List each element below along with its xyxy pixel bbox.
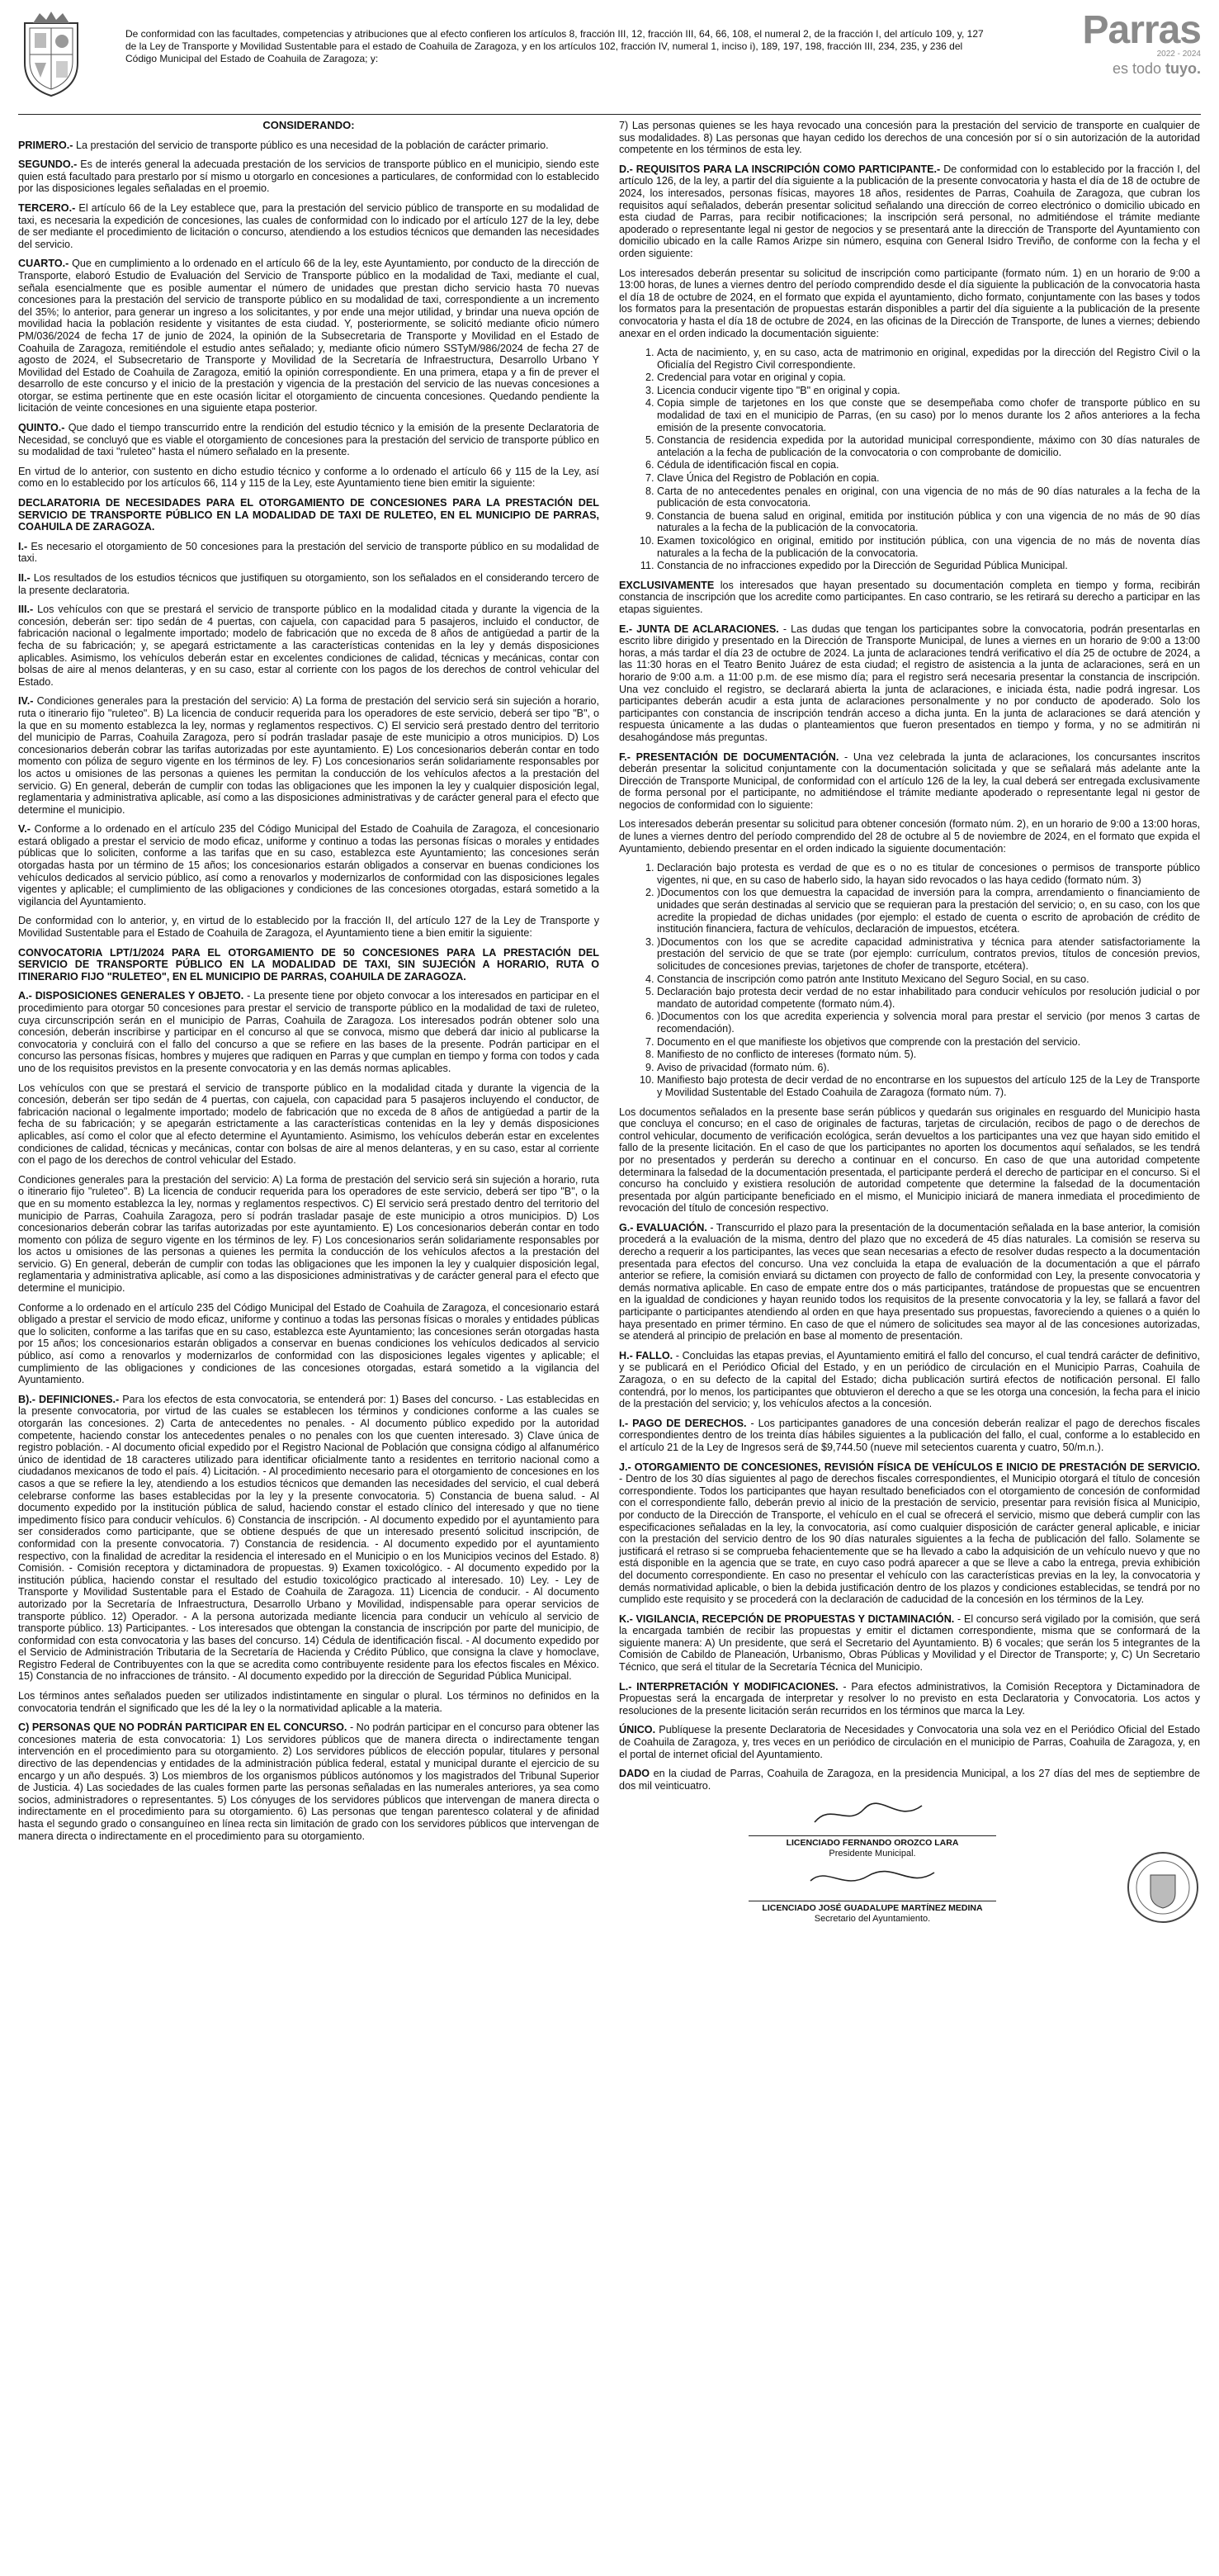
paragraph-lead: EXCLUSIVAMENTE xyxy=(619,579,715,591)
paragraph-text: - Dentro de los 30 días siguientes al pago de derechos fiscales correspondientes, el Municipio otorgará el título de concesión correspondiente. Todos los participantes que hayan resultado beneficiados con el otorgamiento de concesión de conformidad con el correspondiente fallo, deberán previo al inicio de la prestación de servicio, presentar para revisión física al Municipio, por conducto de la Dirección de Transporte, el vehículo en el cual se ofrecerá el servicio, mismo que deberá cumplir con las especificaciones señaladas en la ley, la convocatoria, así como cualquier disposición de carácter general aplicable, e iniciar con la prestación del servicio dentro de los 90 días naturales siguientes a la fecha de publicación del fallo. Solamente se justificará el retraso si se comprueba fehacientemente que se ha llevado a cabo la adquisición de un vehículo nuevo y que no está disponible en la agencia que se trate, en cuyo caso podrá aparecer a que se lleve a cabo la entrega, previa exhibición del documento correspondiente. En caso no presentar el vehículo con las características previas en la ley, la convocatoria y demás normatividad aplicable, o bien la debida justificación dentro de los plazos y condiciones establecidas, se tendrá por no cumplido este requisito y se procederá con la declaración de caducidad de la concesión en los términos de la Ley. xyxy=(619,1473,1200,1606)
paragraph-text: Condiciones generales para la prestación del servicio: A) La forma de prestación del servicio será sin sujeción a horario, ruta o itinerario fijo "ruleteo". B) La licencia de conducir requerida para los operadores de este servicio, deberá ser tipo "B", o la que en su momento establezca la ley, normas y reglamentos respectivos. C) El servicio será prestado dentro del territorio del municipio de Parras, Coahuila Zaragoza, pero sí podrán trasladar pasaje de este municipio a otros municipios. D) Los concesionarios deberán cobrar las tarifas autorizadas por este ayuntamiento. E) Los concesionarios deberán contar en todo momento con póliza de seguro vigente en los términos de ley. F) Los concesionarios serán solidariamente responsables por los actos u omisiones de las personas a quienes les permita la conducción de los vehículos afectos a la prestación del servicio. G) En general, deberán de cumplir con todas las obligaciones que les imponen la ley y cualquier disposición legal, reglamentaria y administrativa aplicable, así como a las disposiciones administrativas y de carácter general para el efecto que determine el municipio. xyxy=(18,1173,599,1295)
paragraph-lead: B).- DEFINICIONES.- xyxy=(18,1393,120,1405)
list-item: 7. Documento en el que manifieste los objetivos que comprende con la prestación del servicio. xyxy=(657,1036,1200,1049)
right-column xyxy=(619,120,1200,2564)
paragraph xyxy=(18,915,599,939)
paragraph xyxy=(619,1681,1200,1717)
paragraph-text: - Los participantes ganadores de una concesión deberán realizar el pago de derechos fiscales correspondientes dentro de los treinta días hábiles siguientes a la publicación del fallo, el cual, conforme a lo establecido en el artículo 21 de la Ley de Ingresos será de $9,744.50 (nueve mil setecientos cuarenta y cuatro, 50/m.n.). xyxy=(619,1417,1200,1453)
paragraph xyxy=(18,604,599,688)
list-item: 1. Acta de nacimiento, y, en su caso, acta de matrimonio en original, expedidas por la dirección del Registro Civil o la Oficialía del Registro Civil correspondiente. xyxy=(657,347,1200,371)
paragraph-text: - Para efectos administrativos, la Comisión Receptora y Dictaminadora de Propuestas será la encargada de interpretar y resolver lo no previsto en esta Declaratoria y Convocatoria. Los actos y resoluciones de la presente licitación serán recurridos en los términos que marca la Ley. xyxy=(619,1680,1200,1717)
paragraph xyxy=(619,1768,1200,1792)
paragraph xyxy=(18,572,599,596)
paragraph-lead: III.- xyxy=(18,604,34,616)
paragraph-lead: PRIMERO.- xyxy=(18,139,73,151)
paragraph xyxy=(18,947,599,983)
list-item: 7. Clave Única del Registro de Población en copia. xyxy=(657,472,1200,485)
paragraph-text: Que dado el tiempo transcurrido entre la rendición del estudio técnico y la emisión de la presente Declaratoria de Necesidad, se concluyó que es viable el otorgamiento de concesiones para la prestación del servicio de transporte público en su modalidad de taxi "ruleteo" hasta el número señalado en la presente. xyxy=(18,422,599,458)
list-item: 9. Constancia de buena salud en original, emitida por institución pública y con una vigencia de no más de 90 días naturales a la fecha de la publicación de la convocatoria. xyxy=(657,510,1200,534)
paragraph-lead: IV.- xyxy=(18,695,34,708)
paragraph-text: Los resultados de los estudios técnicos que justifiquen su otorgamiento, son los señalados en el considerando tercero de la presente declaratoria. xyxy=(18,572,599,596)
left-column xyxy=(18,120,599,2564)
paragraph-lead: E.- JUNTA DE ACLARACIONES. xyxy=(619,623,779,635)
paragraph xyxy=(619,1222,1200,1342)
paragraph-text: - Transcurrido el plazo para la presentación de la documentación señalada en la base anterior, la comisión procederá a la evaluación de la misma, dentro del plazo que no excederá de 45 días naturales. La comisión se reserva su derecho a requerir a los participantes, las veces que sean necesarias a efecto de resolver dudas respecto a la documentación presentada para efectos del concurso. Una vez concluida la etapa de evaluación de la documentación a que el párrafo anterior se refiere, la comisión enviará su dictamen con proyecto de fallo de conformidad con Ley, la presente convocatoria y demás normativa aplicable. En caso de empate entre dos o más participantes, tratándose de propuestas que se encuentren en la igualdad de condiciones y hayan reunido todos los requisitos de la presente convocatoria y la ley, se fallará a favor del participante o participantes atendiendo al orden en que haya presentado sus propuestas, favoreciendo a quienes o a quién lo haya presentado en primer término. En caso de que el número de solicitudes sea mayor al de las concesiones autorizadas, se atenderá al principio de prelación en base al momento de presentación. xyxy=(619,1221,1200,1342)
list-item: 3. Licencia conducir vigente tipo "B" en original y copia. xyxy=(657,385,1200,397)
list-item: 11. Constancia de no infracciones expedido por la Dirección de Seguridad Pública Municipal. xyxy=(657,560,1200,572)
list-item: 5. Constancia de residencia expedida por la autoridad municipal correspondiente, máximo con 30 días naturales de antelación a la fecha de publicación de la convocatoria o con comprobante de domicilio. xyxy=(657,434,1200,458)
paragraph-text: Es de interés general la adecuada prestación de los servicios de transporte público en el municipio, siendo este quien está facultado para prestarlo por sí mismo u otorgarlo en concesiones a particulares, de conformidad con lo establecido por las disposiciones legales señaladas en el proemio. xyxy=(18,159,599,195)
paragraph-text: 7) Las personas quienes se les haya revocado una concesión para la prestación del servicio de transporte en cualquier de sus modalidades. 8) Las personas que hayan cedido los derechos de una concesión por sí o sin autorización de la autoridad competente en los términos de esta ley. xyxy=(619,120,1200,156)
paragraph-text: El artículo 66 de la Ley establece que, para la prestación del servicio público de transporte en su modalidad de taxi, es necesaria la expedición de concesiones, las cuales de conformidad con lo indicado por el artículo 127 de la ley, debe de ser mediante el procedimiento de licitación o concurso, atendiendo a los estudios técnicos que demanden las necesidades del servicio. xyxy=(18,201,599,250)
list-item: 8. Carta de no antecedentes penales en original, con una vigencia de no más de 90 días naturales a la fecha de la publicación de esta convocatoria. xyxy=(657,485,1200,509)
paragraph-lead: CONVOCATORIA LPT/1/2024 PARA EL OTORGAMIENTO DE 50 CONCESIONES PARA LA PRESTACIÓN DEL SERVICIO DE TRANSPORTE PÚBLICO EN LA MODALIDAD DE TAXI, SIN SUJECIÓN A HORARIO, RUTA O ITINERARIO FIJO "RULETEO", EN EL MUNICIPIO DE PARRAS, COAHUILA DE ZARAGOZA. xyxy=(18,946,599,983)
paragraph xyxy=(619,818,1200,855)
paragraph-lead: ÚNICO. xyxy=(619,1724,656,1736)
paragraph-text: Publíquese la presente Declaratoria de Necesidades y Convocatoria una sola vez en el Periódico Oficial del Estado de Coahuila de Zaragoza, y, tres veces en un periódico de circulación en el municipio de Parras, Coahuila de Zaragoza, y, en el portal de internet oficial del Ayuntamiento. xyxy=(619,1724,1200,1760)
section-heading: CONSIDERANDO: xyxy=(262,120,355,131)
paragraph-text: Es necesario el otorgamiento de 50 concesiones para la prestación del servicio de transporte público en su modalidad de taxi. xyxy=(18,540,599,565)
paragraph xyxy=(619,1613,1200,1674)
municipal-seal-icon xyxy=(18,12,84,97)
paragraph-text: - La presente tiene por objeto convocar a los interesados en participar en el procedimiento para otorgar 50 concesiones para prestar el servicio de transporte público en la modalidad de taxi de ruleteo, cuya circunscripción serán en el municipio de Parras, Coahuila de Zaragoza. Los interesados podrán obtener solo una concesión, deberán inscribirse y participar en el concurso al que se convoca, mismo que deberá dar inicio al publicarse la convocatoria y concluirá con el fallo del concurso a que se refiere en las bases de la presente. Podrán participar en el concurso las personas físicas, hombres y mujeres que radiquen en Parras y que cumplan en tiempo y forma con todos y cada uno de los requisitos previstos en la presente convocatoria y en las demás normas aplicables. xyxy=(18,990,599,1074)
paragraph-lead: D.- REQUISITOS PARA LA INSCRIPCIÓN COMO PARTICIPANTE.- xyxy=(619,163,941,175)
header-divider xyxy=(18,114,1201,115)
paragraph xyxy=(619,120,1200,156)
paragraph-text: Conforme a lo ordenado en el artículo 235 del Código Municipal del Estado de Coahuila de Zaragoza, el concesionario estará obligado a prestar el servicio de modo eficaz, uniforme y continuo a todas las personas físicas o morales y entidades públicas que lo soliciten, conforme a las tarifas que en su caso, establezca este Ayuntamiento; las concesiones serán otorgadas hasta por un término de 15 años; los concesionarios estarán obligados a conservar en buenas condiciones los vehículos dedicados al servicio público, así como a renovarlos y modernizarlos de conformidad con las disposiciones legales vigentes y aplicable; el cumplimiento de las obligaciones y condiciones de las concesiones otorgadas, estará sometido a la vigilancia del Ayuntamiento. xyxy=(18,823,599,907)
secretary-name: LICENCIADO JOSÉ GUADALUPE MARTÍNEZ MEDINA xyxy=(762,1903,983,1914)
paragraph-text: Los interesados deberán presentar su solicitud de inscripción como participante (formato núm. 1) en un horario de 9:00 a 13:00 horas, de lunes a viernes dentro del período comprendido desde el día siguiente la publicación de la convocatoria hasta el día 18 de octubre de 2024, en el formato que expida el ayuntamiento, dicho formato, conjuntamente con las bases y todos los formatos para la presentación de propuestas estarán disponibles a partir del día siguiente a la publicación de la presente convocatoria y hasta el día 18 de octubre de 2024, en las oficinas de la Dirección de Transporte, de lunes a viernes; debiendo anexar en el orden indicado la documentación siguiente: xyxy=(619,267,1200,339)
paragraph xyxy=(18,202,599,250)
paragraph xyxy=(18,140,599,152)
list-item: 2. )Documentos con los que demuestra la capacidad de inversión para la compra, arrendamiento o financiamiento de unidades que serán destinadas al servicio que se requieran para la prestación del servicio; o, en su caso, con los que acredite la propiedad de dichas unidades (por ejemplo: el estado de cuenta o escrito de aprobación de crédito de institución financiera, factura de vehículos, declaración de impuestos, etcétera. xyxy=(657,887,1200,935)
brand-word: Parras xyxy=(1082,8,1201,52)
paragraph-lead: I.- xyxy=(18,540,28,552)
paragraph-text: La prestación del servicio de transporte público es una necesidad de la población de carácter primario. xyxy=(73,139,549,151)
paragraph-text: - Una vez celebrada la junta de aclaraciones, los concursantes inscritos deberán presentar la solicitud conjuntamente con la documentación solicitada y que se señalará más adelante ante la Dirección de Transporte Municipal, de conformidad con el artículo 126 de la ley, la cual deberá ser entregada exclusivamente de forma personal por el participante, no admitiéndose el trámite mediante apoderado o representante legal ni gestor de negocios de conformidad con lo siguiente: xyxy=(619,751,1200,811)
paragraph-lead: CUARTO.- xyxy=(18,258,69,270)
paragraph xyxy=(619,268,1200,340)
paragraph xyxy=(18,823,599,907)
paragraph xyxy=(619,580,1200,616)
paragraph-text: En virtud de lo anterior, con sustento en dicho estudio técnico y conforme a lo ordenado el artículo 66 y 115 de la Ley, así como en lo establecido por los artículos 66, 114 y 115 de la Ley, este Ayuntamiento tiene bien emitir la siguiente: xyxy=(18,465,599,490)
list-item: 4. Copia simple de tarjetones en los que conste que se desempeñaba como chofer de transporte público en su modalidad de taxi en el municipio de Parras, (en su caso) por lo menos durante los 2 años anteriores a la fecha emisión de la presente convocatoria. xyxy=(657,397,1200,433)
paragraph xyxy=(18,1174,599,1295)
list-item: 10. Examen toxicológico en original, emitido por institución pública, con una vigencia de no más de noventa días naturales a la fecha de la publicación de la convocatoria. xyxy=(657,535,1200,559)
numbered-list xyxy=(619,347,1200,572)
paragraph-lead: I.- PAGO DE DERECHOS. xyxy=(619,1417,747,1429)
paragraph-lead: G.- EVALUACIÓN. xyxy=(619,1221,707,1234)
paragraph-text: Que en cumplimiento a lo ordenado en el artículo 66 de la ley, este Ayuntamiento, por conducto de la dirección de Transporte, elaboró Estudio de Evaluación del Servicio de Transporte público en la modalidad de Taxi, mediante el cual, señala esencialmente que es posible aumentar el número de unidades que prestan dicho servicio hasta 70 nuevas concesiones para la prestación del servicio de transporte público en su modalidad de taxi, correspondiente a un incremento del 35%; lo anterior, para generar un ingreso a los solicitantes, y por ende una mejor utilidad, y brindar una nueva opción de movilidad hacia la población residente y visitantes de esta ciudad. Y, posteriormente, se solicitó mediante oficio número PM/036/2024 de fecha 17 de junio de 2024, la opinión de la Subsecretaria de Transporte y Movilidad en el Estado de Coahuila de Zaragoza, remitiéndole el estudio antes señalado; y, mediante oficio número SSTyM/986/2024 de fecha 27 de agosto de 2024, el Subsecretario de Transporte y Movilidad de la Secretaría de Infraestructura, Desarrollo Urbano Y Movilidad del Estado de Coahuila de Zaragoza, emitió la opinión correspondiente. En una primera, etapa y a fin de prever el desarrollo de este concurso y el inicio de la prestación y vigencia de la prestación del servicio de las nuevas concesiones a otorgar, se estima pertinente que en este ocasión licitar el otorgamiento de cincuenta concesiones. Quedando pendiente la licitación de veinte concesiones en una siguiente etapa posterior. xyxy=(18,258,599,414)
paragraph-lead: K.- VIGILANCIA, RECEPCIÓN DE PROPUESTAS Y DICTAMINACIÓN. xyxy=(619,1612,955,1625)
paragraph-lead: A.- DISPOSICIONES GENERALES Y OBJETO. xyxy=(18,990,244,1002)
signature-scribble xyxy=(798,1799,947,1827)
paragraph-lead: DECLARATORIA DE NECESIDADES PARA EL OTORGAMIENTO DE CONCESIONES PARA LA PRESTACIÓN DEL SERVICIO DE TRANSPORTE PÚBLICO EN LA MODALIDAD DE TAXI DE RULETEO, EN EL MUNICIPIO DE PARRAS, COAHUILA DE ZARAGOZA. xyxy=(18,497,599,533)
paragraph-lead: TERCERO.- xyxy=(18,201,76,214)
paragraph-lead: DADO xyxy=(619,1768,650,1780)
president-title: Presidente Municipal. xyxy=(829,1849,916,1859)
paragraph-text: Los términos antes señalados pueden ser utilizados indistintamente en singular o plural. Los términos no definidos en la convocatoria tendrán el significado que les dé la ley o la normatividad aplicable a la materia. xyxy=(18,1690,599,1714)
list-item: 8. Manifiesto de no conflicto de intereses (formato núm. 5). xyxy=(657,1049,1200,1061)
paragraph-text: Los documentos señalados en la presente base serán públicos y quedarán sus originales en resguardo del Municipio hasta que concluya el concurso; en el caso de originales de facturas, tarjetas de circulación, recibos de pago o de derechos de control vehicular, documento de verificación ecológica, serán devueltos a los participantes una vez que hayan sido emitido el fallo de la presente licitación. En el caso de que los participantes no aporten los documentos aquí señalados, se les tendrá por no presentados y perderán su derecho a continuar en el concurso. En caso de que una autoridad competente determinara la falsedad de la documentación presentada, el participante perderá el derecho de participar en el concurso. Si el concurso ha concluido y existiera resolución de autoridad competente que determine la falsedad de la documentación presentada por algún participante beneficiado en el mismo, el Municipio iniciará de manera inmediata el procedimiento de revocación del título de concesión respectivo. xyxy=(619,1106,1200,1215)
list-item: 4. Constancia de inscripción como patrón ante Instituto Mexicano del Seguro Social, en su caso. xyxy=(657,973,1200,986)
paragraph xyxy=(619,1461,1200,1606)
secretary-title: Secretario del Ayuntamiento. xyxy=(814,1914,931,1925)
paragraph-text: - El concurso será vigilado por la comisión, que será la encargada también de recibir las propuestas y emitir el dictamen correspondiente, misma que se conformará de la siguiente manera: A) Un presidente, que será el Secretario del Ayuntamiento. B) 6 vocales; que serán los 5 integrantes de la Comisión de Cabildo de Planeación, Urbanismo, Obras Públicas y Movilidad y el Director de Transporte; y, C) Un Secretario Técnico, que será el titular de la Secretaría Técnica del Municipio. xyxy=(619,1612,1200,1674)
paragraph xyxy=(619,623,1200,744)
paragraph-text: - Concluidas las etapas previas, el Ayuntamiento emitirá el fallo del concurso, el cual tendrá carácter de definitivo, y se publicará en el Periódico Oficial del Estado, y en un periódico de circulación en el Municipio Parras, Coahuila de Zaragoza, o en su defecto de la capital del Estado; dicha publicación surtirá efectos de notificación personal. El fallo contendrá, por lo menos, los participantes que obtuvieron el derecho a que se les otorga una concesión, la fecha para el inicio de la prestación del servicio; y, los vehículos afectos a la concesión. xyxy=(619,1349,1200,1410)
paragraph xyxy=(18,422,599,458)
paragraph-lead: II.- xyxy=(18,572,31,584)
brand-years: 2022 - 2024 xyxy=(1156,50,1201,59)
paragraph-text: Condiciones generales para la prestación del servicio: A) La forma de prestación del servicio será sin sujeción a horario, ruta o itinerario fijo "ruleteo". B) La licencia de conducir requerida para los operadores de este servicio, deberá ser tipo "B", o la que en su momento establezca la ley, normas y reglamentos respectivos. C) El servicio será prestado dentro del territorio del municipio de Parras, Coahuila Zaragoza, pero sí podrán trasladar pasaje de este municipio a otros municipios. D) Los concesionarios deberán cobrar las tarifas autorizadas por este ayuntamiento. E) Los concesionarios deberán contar en todo momento con póliza de seguro vigente en los términos de ley. F) Los concesionarios serán solidariamente responsables por los actos u omisiones de las personas a quienes les permitan la conducción de los vehículos afectos a la prestación del servicio. G) En general, deberán de cumplir con todas las obligaciones que les imponen la ley y cualquier disposición legal, reglamentaria y administrativa aplicable, así como a las disposiciones administrativas y de carácter general para el efecto que determine el municipio. xyxy=(18,695,599,816)
paragraph-text: De conformidad con lo establecido por la fracción I, del artículo 126, de la ley, a partir del día siguiente a la publicación de la presente convocatoria y hasta el día de 18 de octubre de 2024, los interesados, personas físicas, mayores 18 años, residentes de Parras, Coahuila de Zaragoza, que cubran los requisitos aquí señalados, deberán presentar solicitud señalando una dirección de correo electrónico o domicilio ubicado en esta ciudad de Parras, para recibir notificaciones; la inscripción será personal, no admitiéndose el trámite mediante apoderado o representante legal ni gestor de negocios y se presentará ante la dirección de Transporte del Ayuntamiento con domicilio ubicado en la calle Ramos Arizpe sin número, esquina con General Isidro Treviño, de conforme con la fecha y el orden siguiente: xyxy=(619,163,1200,259)
list-item: 6. Cédula de identificación fiscal en copia. xyxy=(657,459,1200,471)
document-body xyxy=(18,120,1201,2564)
signature-scribble xyxy=(798,1864,947,1892)
paragraph xyxy=(619,751,1200,812)
parras-logo xyxy=(1011,8,1201,78)
paragraph-text: Para los efectos de esta convocatoria, se entenderá por: 1) Bases del concurso. - Las establecidas en la presente convocatoria, por virtud de las cuales se establecen los términos y condiciones conforme a las cuales se otorgarán las concesiones. 2) Carta de antecedentes no penales. - Al documento público expedido por la autoridad competente, haciendo constar los antecedentes penales o no penales con los que cuenten interesado. 3) Clave única de registro población. - Al documento oficial expedido por el Registro Nacional de Población que consigna código al alfanumérico único de identidad de 18 caracteres utilizado para identificar oficialmente tanto a residentes en territorio nacional como a ciudadanos mexicanos de todo el país. 4) Licitación. - Al procedimiento necesario para el otorgamiento de concesiones en los casos a que se refiere la ley, atendiendo a los estudios técnicos que demanden las necesidades del servicio, el cual deberá celebrarse conforme las bases establecidas por la ley y la presente convocatoria. 5) Constancia de buena salud. - Al documento expedido por la institución pública de salud, haciendo constar el estado clínico del interesado y que no tiene impedimento físico para conducir vehículos. 6) Constancia de inscripción. - Al documento expedido por el ayuntamiento para ser considerados como participante, que se obtiene después de que un interesado presentó solicitud inscripción, de conformidad con la presente convocatoria. 7) Constancia de residencia. - Al documento expedido por el ayuntamiento respectivo, con la finalidad de acreditar la residencia el interesado en el Municipio o en los Municipios vecinos del Estado. 8) Comisión. - Comisión receptora y dictaminadora de propuestas. 9) Examen toxicológico. - Al documento expedido por la institución pública, haciendo constar el resultado del estudio toxicológico practicado al interesado. 10) Ley. - Ley de Transporte y Movilidad Sustentable para el Estado de Coahuila de Zaragoza. 11) Licencia de conducir. - Al documento autorizado por la Secretaría de Infraestructura, Desarrollo Urbano y Movilidad, indispensable para operar servicios de transporte público. 12) Operador. - A la persona autorizada mediante licencia para conducir un vehículo al servicio de transporte público. 13) Participantes. - Los interesados que obtengan la constancia de inscripción por parte del municipio, de conformidad con esta convocatoria y las bases del concurso. 14) Cédula de identificación fiscal. - Al documento expedido por el Servicio de Administración Tributaria de la Secretaría de Hacienda y Crédito Público, que consigna la clave y homoclave, Registro Federal de Contribuyentes con la que se acredita como contribuyente residente para los efectos fiscales en México. 15) Constancia de no infracciones de tránsito. - Al documento expedido por la dirección de Seguridad Pública Municipal. xyxy=(18,1393,599,1683)
president-name: LICENCIADO FERNANDO OROZCO LARA xyxy=(786,1838,959,1849)
list-item: 2. Credencial para votar en original y copia. xyxy=(657,372,1200,384)
paragraph xyxy=(18,159,599,195)
paragraph-text: De conformidad con lo anterior, y, en virtud de lo establecido por la fracción II, del artículo 127 de la Ley de Transporte y Movilidad Sustentable para el Estado de Coahuila de Zaragoza, el Ayuntamiento tiene a bien emitir la siguiente: xyxy=(18,915,599,940)
paragraph xyxy=(18,258,599,414)
paragraph xyxy=(18,1690,599,1714)
paragraph-lead: L.- INTERPRETACIÓN Y MODIFICACIONES. xyxy=(619,1680,839,1693)
paragraph xyxy=(619,1418,1200,1454)
paragraph xyxy=(18,1394,599,1683)
paragraph xyxy=(619,1724,1200,1760)
paragraph xyxy=(18,541,599,565)
paragraph-lead: C) PERSONAS QUE NO PODRÁN PARTICIPAR EN EL CONCURSO. xyxy=(18,1721,347,1734)
paragraph-lead: J.- OTORGAMIENTO DE CONCESIONES, REVISIÓN FÍSICA DE VEHÍCULOS E INICIO DE PRESTACIÓN DE SERVICIO. xyxy=(619,1461,1200,1473)
paragraph-text: - No podrán participar en el concurso para obtener las concesiones materia de esta convocatoria: 1) Los servidores públicos que de manera directa o indirectamente tengan intervención en el procedimiento para su otorgamiento. 2) Los servidores públicos de elección popular, titulares y personal directivo de las dependencias y entidades de la administración pública federal, estatal y municipal durante el ejercicio de su encargo y un año después. 3) Los miembros de los organismos públicos autónomos y los magistrados del Tribunal Superior de Justicia. 4) Las sociedades de las cuales formen parte las personas señaladas en las numerales anteriores, ya sea como socios, administradores o representantes. 5) Los cónyuges de los servidores públicos que intervengan de manera directa o indirectamente en el procedimiento para su otorgamiento. 6) Las personas que tengan parentesco colateral y de afinidad hasta el segundo grado o consanguíneo en línea recta sin limitación de grado con los servidores públicos que intervengan de manera directa o indirectamente en el procedimiento para su otorgamiento. xyxy=(18,1721,599,1842)
paragraph-lead: H.- FALLO. xyxy=(619,1349,673,1361)
signature-block xyxy=(619,1799,1200,1925)
paragraph xyxy=(18,695,599,816)
paragraph-lead: V.- xyxy=(18,823,31,836)
paragraph-text: en la ciudad de Parras, Coahuila de Zaragoza, en la presidencia Municipal, a los 27 días del mes de septiembre de dos mil veinticuatro. xyxy=(619,1768,1200,1792)
paragraph xyxy=(18,1302,599,1386)
paragraph xyxy=(18,497,599,533)
list-item: 6. )Documentos con los que acredita experiencia y solvencia moral para prestar el servicio (por menos 3 cartas de recomendación). xyxy=(657,1011,1200,1035)
paragraph xyxy=(18,1082,599,1167)
list-item: 10. Manifiesto bajo protesta de decir verdad de no encontrarse en los supuestos del artículo 125 de la Ley de Transporte y Movilidad Sustentable del Estado Coahuila de Zaragoza (formato núm. 7). xyxy=(657,1074,1200,1098)
official-stamp-icon xyxy=(1126,1850,1200,1925)
paragraph-text: los interesados que hayan presentado su documentación completa en tiempo y forma, recibirán constancia de inscripción que los acredite como participantes. En caso contrario, se les retirará su derecho a participar en las etapas siguientes. xyxy=(619,579,1200,615)
list-item: 3. )Documentos con los que se acredite capacidad administrativa y técnica para atender satisfactoriamente la prestación del servicio de que se trate (por ejemplo: currículum, contratos previos, títulos de concesión previos, solicitudes de concesiones previas, tarjetones de chofer de transporte, etcétera). xyxy=(657,936,1200,973)
list-item: 5. Declaración bajo protesta decir verdad de no estar inhabilitado para conducir vehículos por resolución judicial o por mandato de autoridad competente (formato núm.4). xyxy=(657,986,1200,1010)
paragraph xyxy=(619,1350,1200,1410)
paragraph-lead: QUINTO.- xyxy=(18,422,65,434)
numbered-list xyxy=(619,862,1200,1098)
list-item: 9. Aviso de privacidad (formato núm. 6). xyxy=(657,1062,1200,1074)
paragraph-text: - Las dudas que tengan los participantes sobre la convocatoria, podrán presentarlas en escrito libre dirigido y presentado en la Dirección de Transporte Municipal, de lunes a viernes en un horario de 9:00 a 13:00 horas, a más tardar el día 23 de octubre de 2024. La junta de aclaraciones tendrá verificativo el día 25 de octubre de 2024, a las 11:30 horas en el Teatro Benito Juárez de esta ciudad; el registro de asistencia a la junta de aclaraciones, será en un horario de 9:00 a.m. a 11:00 p.m. de ese mismo día; para el registro será necesaria presentar la constancia de inscripción. Una vez concluido el registro, se declarará abierta la junta de aclaraciones, e iniciada ésta, nadie podrá ingresar. Los participantes deberán acudir a esta junta de aclaraciones personalmente y no por conducto de apoderado. Solo los participantes con constancia de inscripción tendrán acceso a dicha junta. En la junta de aclaraciones se dará atención y respuesta únicamente a las dudas o planteamientos que fueron presentados en tiempo y forma, y no se admitirán ni desahogándose más preguntas. xyxy=(619,623,1200,743)
paragraph xyxy=(18,990,599,1074)
paragraph xyxy=(619,163,1200,260)
header xyxy=(18,8,1201,109)
paragraph-lead: SEGUNDO.- xyxy=(18,159,78,171)
paragraph-text: Los vehículos con que se prestará el servicio de transporte público en la modalidad citada y durante la vigencia de la concesión, deberán ser: tipo sedán de 4 puertas, con cajuela, con capacidad para 5 pasajeros, incluido el conductor, de fabricación nacional o legalmente importado; modelo de fabricación que no exceda de 8 años de antigüedad a partir de la fecha de su fabricación; y, se apegará estrictamente a las características contenidas en la ley y demás disposiciones aplicables. Asimismo, los vehículos deberán estar en excelentes condiciones de calidad, técnicas y mecánicas, contar con bolsas de aire al menos delanteras, y en su caso, estar al corriente con los pagos de los derechos de control vehicular del Estado. xyxy=(18,604,599,688)
paragraph-text: Los vehículos con que se prestará el servicio de transporte público en la modalidad citada y durante la vigencia de la concesión, deberán ser tipo sedán de 4 puertas, con cajuela, con capacidad para 5 pasajeros incluyendo el conductor, de fabricación nacional o legalmente importado; modelo de fabricación que no exceda de 8 años de antigüedad a partir de la fecha de su fabricación; y se apegarán estrictamente a las características contenidas en la ley y demás disposiciones aplicables, así como el color que al efecto determine el Ayuntamiento. Asimismo, los vehículos deberán estar en excelentes condiciones de calidad, técnicas y mecánicas, contar con bolsas de aire al menos delanteras, y en su caso, estar al corriente con el pago de los derechos de control vehicular del Estado. xyxy=(18,1082,599,1167)
paragraph xyxy=(18,466,599,490)
paragraph-lead: F.- PRESENTACIÓN DE DOCUMENTACIÓN. xyxy=(619,751,839,763)
paragraph-text: Los interesados deberán presentar su solicitud para obtener concesión (formato núm. 2), en un horario de 9:00 a 13:00 horas, de lunes a viernes dentro del período comprendido del 28 de octubre al 5 de noviembre de 2024, en el formato que expida el Ayuntamiento, debiendo presentar en el orden indicado la siguiente documentación: xyxy=(619,818,1200,855)
paragraph-text: Conforme a lo ordenado en el artículo 235 del Código Municipal del Estado de Coahuila de Zaragoza, el concesionario estará obligado a prestar el servicio de modo eficaz, uniforme y continuo a todas las personas físicas o morales y entidades públicas que lo soliciten, conforme a las tarifas que en su caso, establezca este Ayuntamiento; las concesiones serán otorgadas hasta por 15 años; los concesionarios estarán obligados a conservar en buenas condiciones los vehículos dedicados al servicio público, así como a renovarlos y modernizarlos de conformidad con las disposiciones legales vigentes y aplicable; el cumplimiento de las obligaciones y condiciones de las concesiones otorgadas, estará sometido a la vigilancia del Ayuntamiento. xyxy=(18,1301,599,1386)
brand-tagline: es todo tuyo. xyxy=(1112,60,1201,77)
list-item: 1. Declaración bajo protesta es verdad de que es o no es titular de concesiones o permisos de transporte público vigentes, ni que, en su caso de haberlo sido, la hayan sido revocados o las haya cedido (formato núm. 3) xyxy=(657,862,1200,886)
paragraph xyxy=(619,1106,1200,1215)
paragraph xyxy=(18,1721,599,1842)
intro-text: De conformidad con las facultades, competencias y atribuciones que al efecto confieren los artículos 8, fracción III, 12, fracción III, 64, 66, 108, el numeral 2, de la fracción I, del artículo 109, y, 127 de la Ley de Transporte y Movilidad Sustentable para el estado de Coahuila de Zaragoza, y en los artículos 102, fracción IV, numeral 1, inciso i), 189, 197, 198, fracción III, 234, 235, y 236 del Código Municipal del Estado de Coahuila de Zaragoza; y: xyxy=(125,28,984,64)
